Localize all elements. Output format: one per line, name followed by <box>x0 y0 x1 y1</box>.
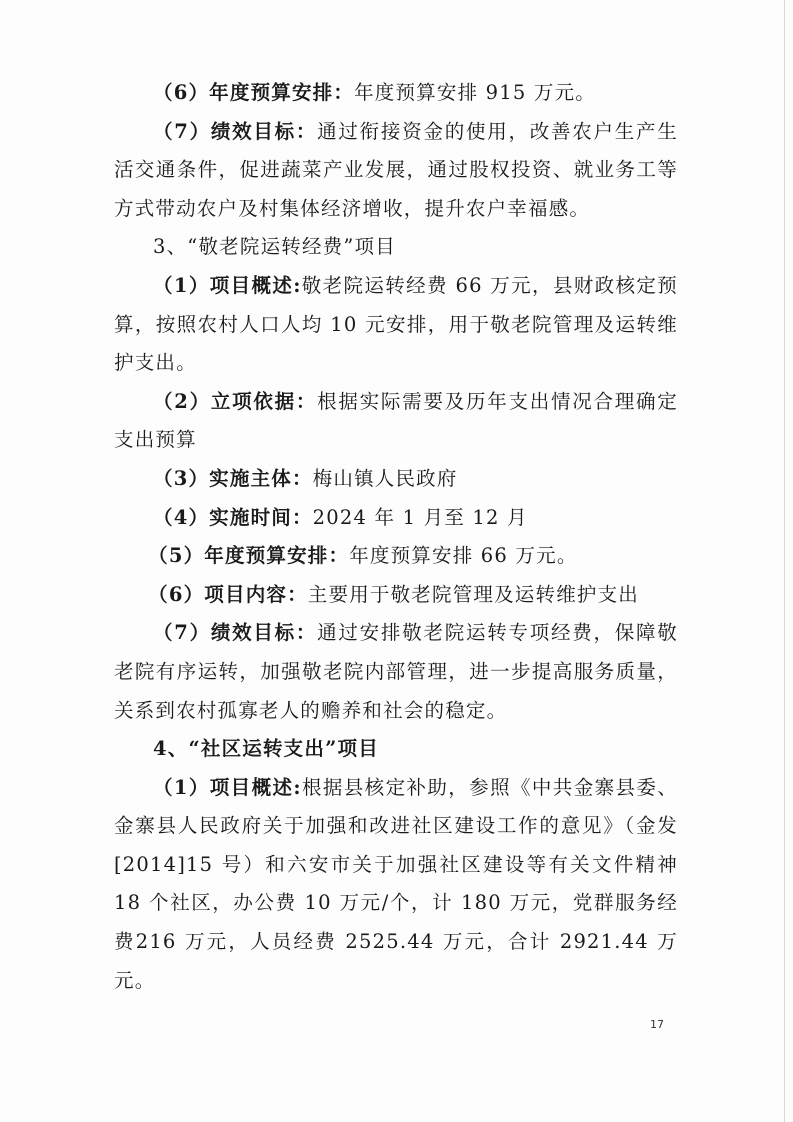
paragraph-text: 通过安排敬老院运转专项经费，保障敬老院有序运转，加强敬老院内部管理，进一步提高服务质量，关系到农村孤寡老人的赡养和社会的稳定。 <box>114 621 679 722</box>
paragraph-overview-1b <box>114 769 678 1001</box>
page-edge-line <box>784 0 785 1122</box>
paragraph-text: 根据实际需要及历年支出情况合理确定支出预算 <box>114 389 679 452</box>
paragraph-label: （2）立项依据： <box>153 389 318 413</box>
paragraph-label: （4）实施时间： <box>153 505 313 529</box>
paragraph-budget-6 <box>114 74 678 113</box>
paragraph-time-4 <box>114 499 678 538</box>
paragraph-text: 年度预算安排 915 万元。 <box>354 81 596 104</box>
document-body <box>114 74 678 1000</box>
paragraph-text: 2024 年 1 月至 12 月 <box>312 505 528 529</box>
paragraph-label: （3）实施主体： <box>153 466 313 490</box>
paragraph-basis-2 <box>114 383 678 460</box>
paragraph-content-6 <box>114 576 678 615</box>
section-heading-4 <box>114 730 678 769</box>
paragraph-entity-3 <box>114 460 678 499</box>
paragraph-text: 3、“敬老院运转经费”项目 <box>153 235 396 259</box>
paragraph-performance-7b <box>114 614 678 730</box>
paragraph-label: （5）年度预算安排： <box>148 544 350 568</box>
paragraph-text: 通过衔接资金的使用，改善农户生产生活交通条件，促进蔬菜产业发展，通过股权投资、就业务工等方式带动农户及村集体经济增收，提升农户幸福感。 <box>114 119 679 220</box>
section-heading-3 <box>114 228 678 267</box>
paragraph-label: 4、“社区运转支出”项目 <box>153 737 379 761</box>
paragraph-label: （1）项目概述: <box>153 775 302 799</box>
paragraph-text: 主要用于敬老院管理及运转维护支出 <box>307 582 639 606</box>
paragraph-label: （1）项目概述: <box>153 273 302 297</box>
paragraph-label: （7）绩效目标： <box>153 119 318 143</box>
paragraph-text: 梅山镇人民政府 <box>312 466 458 490</box>
paragraph-label: （6）项目内容： <box>148 582 308 606</box>
paragraph-performance-7 <box>114 113 678 229</box>
paragraph-label: （7）绩效目标： <box>153 621 318 645</box>
paragraph-text: 根据县核定补助，参照《中共金寨县委、金寨县人民政府关于加强和改进社区建设工作的意见》（金发[2014]15 号）和六安市关于加强社区建设等有关文件精神18 个社区，办公费 10 万元/个，计 180 万元，党群服务经费216 万元，人员经费 2525.44 万元，合计 2921.44 万元。 <box>114 775 678 992</box>
paragraph-label: （6）年度预算安排： <box>153 81 355 104</box>
paragraph-text: 年度预算安排 66 万元。 <box>349 544 578 568</box>
paragraph-budget-5 <box>114 537 678 576</box>
paragraph-text: 敬老院运转经费 66 万元，县财政核定预算，按照农村人口人均 10 元安排，用于敬老院管理及运转维护支出。 <box>114 273 678 375</box>
paragraph-overview-1 <box>114 267 678 383</box>
page-number: 17 <box>650 1018 664 1031</box>
